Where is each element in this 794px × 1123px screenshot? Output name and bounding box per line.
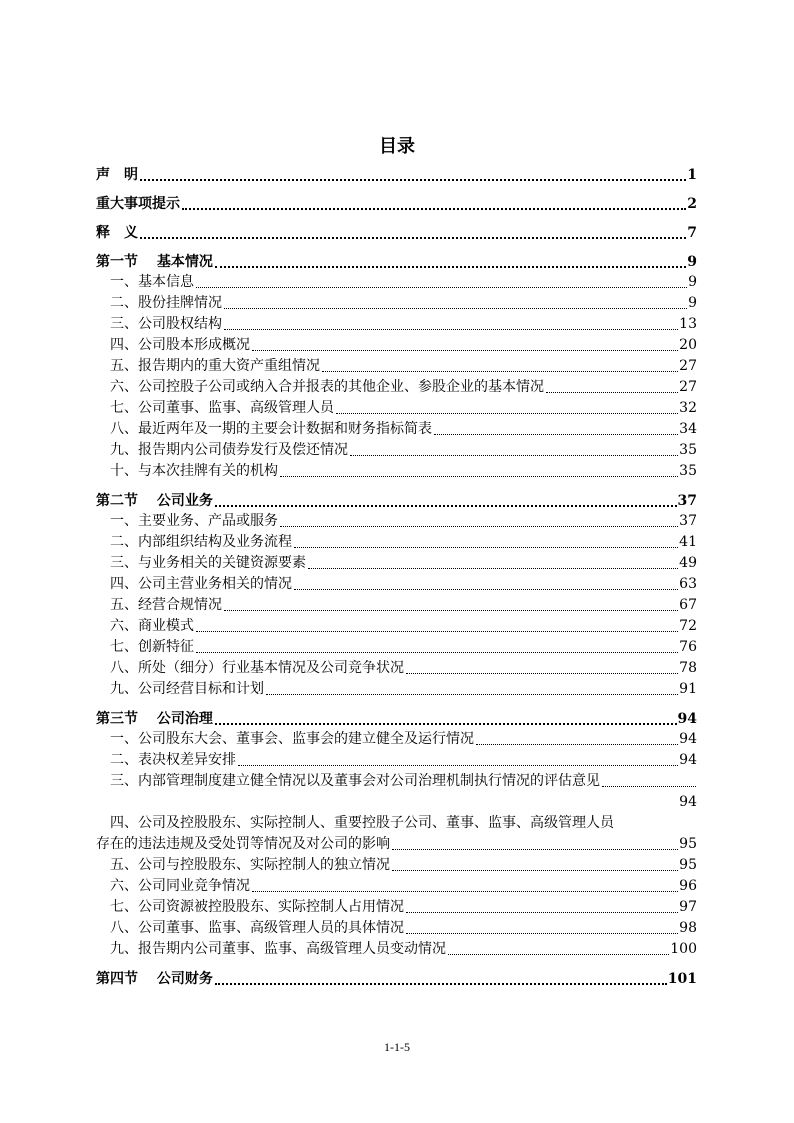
toc-page: 76 xyxy=(679,639,697,655)
toc-item[interactable] xyxy=(96,461,697,482)
toc-label: 八、公司董事、监事、高级管理人员的具体情况 xyxy=(110,920,404,936)
toc-section-3[interactable] xyxy=(96,709,697,729)
toc-page: 20 xyxy=(679,337,697,353)
toc-item[interactable] xyxy=(96,574,697,595)
toc-label: 第三节 公司治理 xyxy=(96,711,213,727)
toc-item[interactable] xyxy=(96,377,697,398)
toc-label: 四、公司股本形成概况 xyxy=(110,337,250,353)
toc-item[interactable] xyxy=(96,419,697,440)
dot-leader xyxy=(196,287,687,288)
dot-leader xyxy=(224,308,687,309)
dot-leader xyxy=(406,912,678,913)
dot-leader xyxy=(224,610,678,611)
dot-leader xyxy=(392,849,678,850)
toc-item-wrapped-line1[interactable]: 四、公司及控股股东、实际控制人、重要控股子公司、董事、监事、高级管理人员 xyxy=(110,815,614,831)
page-number-footer: 1-1-5 xyxy=(384,1040,410,1054)
toc-page: 27 xyxy=(679,379,697,395)
toc-label: 第四节 公司财务 xyxy=(96,971,213,987)
toc-section-1[interactable] xyxy=(96,252,697,272)
toc-label: 释 义 xyxy=(96,225,138,241)
dot-leader xyxy=(602,786,696,787)
toc-page: 98 xyxy=(679,920,697,936)
dot-leader xyxy=(546,392,678,393)
toc-entry-statement[interactable] xyxy=(96,165,697,185)
toc-item[interactable] xyxy=(96,335,697,356)
toc-page: 95 xyxy=(679,857,697,873)
dot-leader xyxy=(336,413,678,414)
toc-item[interactable] xyxy=(96,398,697,419)
toc-label: 存在的违法违规及受处罚等情况及对公司的影响 xyxy=(96,836,390,852)
toc-item[interactable] xyxy=(96,440,697,461)
toc-page: 78 xyxy=(679,660,697,676)
toc-label: 九、公司经营目标和计划 xyxy=(110,681,264,697)
toc-item[interactable] xyxy=(96,595,697,616)
dot-leader xyxy=(448,954,669,955)
dot-leader xyxy=(196,631,678,632)
dot-leader xyxy=(140,179,686,181)
toc-label: 六、商业模式 xyxy=(110,618,194,634)
toc-page: 1 xyxy=(687,167,697,183)
toc-label: 声 明 xyxy=(96,167,138,183)
dot-leader xyxy=(350,455,678,456)
dot-leader xyxy=(322,371,678,372)
toc-page: 34 xyxy=(679,421,697,437)
toc-page: 94 xyxy=(679,752,697,768)
toc-page: 72 xyxy=(679,618,697,634)
toc-page: 13 xyxy=(679,316,697,332)
toc-page: 7 xyxy=(687,225,697,241)
toc-page: 37 xyxy=(677,493,697,509)
toc-label: 七、创新特征 xyxy=(110,639,194,655)
toc-label: 二、内部组织结构及业务流程 xyxy=(110,534,292,550)
table-of-contents xyxy=(96,165,697,989)
dot-leader xyxy=(140,237,686,239)
dot-leader xyxy=(224,329,678,330)
toc-section-2[interactable] xyxy=(96,491,697,511)
toc-page: 94 xyxy=(679,794,697,810)
dot-leader xyxy=(196,652,678,653)
toc-page: 67 xyxy=(679,597,697,613)
toc-item[interactable] xyxy=(96,637,697,658)
toc-label: 十、与本次挂牌有关的机构 xyxy=(110,463,278,479)
toc-label: 三、公司股权结构 xyxy=(110,316,222,332)
toc-label: 五、公司与控股股东、实际控制人的独立情况 xyxy=(110,857,390,873)
dot-leader xyxy=(252,350,678,351)
toc-label: 一、主要业务、产品或服务 xyxy=(110,513,278,529)
toc-label: 二、股份挂牌情况 xyxy=(110,295,222,311)
toc-item[interactable] xyxy=(96,511,697,532)
dot-leader xyxy=(98,807,678,808)
toc-label: 七、公司资源被控股股东、实际控制人占用情况 xyxy=(110,899,404,915)
toc-label: 八、所处（细分）行业基本情况及公司竞争状况 xyxy=(110,660,404,676)
dot-leader xyxy=(215,723,677,725)
toc-label: 四、公司主营业务相关的情况 xyxy=(110,576,292,592)
toc-label: 九、报告期内公司债券发行及偿还情况 xyxy=(110,442,348,458)
toc-page: 9 xyxy=(688,274,697,290)
toc-item-continuation[interactable] xyxy=(96,792,697,813)
toc-label: 六、公司同业竞争情况 xyxy=(110,878,250,894)
dot-leader xyxy=(266,694,678,695)
toc-item[interactable] xyxy=(96,939,697,960)
toc-label: 一、基本信息 xyxy=(110,274,194,290)
toc-label: 二、表决权差异安排 xyxy=(110,752,236,768)
toc-page: 101 xyxy=(667,971,697,987)
toc-page: 94 xyxy=(677,711,697,727)
toc-page: 9 xyxy=(687,254,697,270)
toc-label: 三、与业务相关的关键资源要素 xyxy=(110,555,306,571)
toc-item[interactable] xyxy=(96,553,697,574)
toc-page: 91 xyxy=(679,681,697,697)
toc-item[interactable] xyxy=(96,834,697,855)
toc-item[interactable] xyxy=(96,876,697,897)
toc-item[interactable] xyxy=(96,855,697,876)
toc-item[interactable] xyxy=(96,293,697,314)
toc-page: 35 xyxy=(679,442,697,458)
dot-leader xyxy=(406,673,678,674)
toc-page: 96 xyxy=(679,878,697,894)
toc-label: 第一节 基本情况 xyxy=(96,254,213,270)
toc-page: 27 xyxy=(679,358,697,374)
toc-item[interactable] xyxy=(96,679,697,700)
toc-label: 重大事项提示 xyxy=(96,196,180,212)
dot-leader xyxy=(294,547,678,548)
dot-leader xyxy=(215,266,686,268)
dot-leader xyxy=(238,765,678,766)
dot-leader xyxy=(406,933,678,934)
toc-page: 32 xyxy=(679,400,697,416)
toc-page: 41 xyxy=(679,534,697,550)
toc-label: 八、最近两年及一期的主要会计数据和财务指标简表 xyxy=(110,421,432,437)
toc-page: 63 xyxy=(679,576,697,592)
toc-label: 九、报告期内公司董事、监事、高级管理人员变动情况 xyxy=(110,941,446,957)
toc-label: 三、内部管理制度建立健全情况以及董事会对公司治理机制执行情况的评估意见 xyxy=(110,773,600,789)
toc-page: 49 xyxy=(679,555,697,571)
toc-item[interactable] xyxy=(96,532,697,553)
toc-item[interactable] xyxy=(96,356,697,377)
toc-label: 第二节 公司业务 xyxy=(96,493,213,509)
toc-page: 95 xyxy=(679,836,697,852)
dot-leader xyxy=(294,589,678,590)
toc-entry-definitions[interactable] xyxy=(96,223,697,243)
toc-item[interactable] xyxy=(96,616,697,637)
toc-item[interactable] xyxy=(96,729,697,750)
toc-item[interactable] xyxy=(96,771,697,792)
toc-item[interactable] xyxy=(96,897,697,918)
page-title: 目录 xyxy=(379,136,415,157)
toc-page: 37 xyxy=(679,513,697,529)
dot-leader xyxy=(280,526,678,527)
dot-leader xyxy=(308,568,678,569)
toc-entry-major-notice[interactable] xyxy=(96,194,697,214)
toc-label: 五、报告期内的重大资产重组情况 xyxy=(110,358,320,374)
toc-label: 一、公司股东大会、董事会、监事会的建立健全及运行情况 xyxy=(110,731,474,747)
toc-item[interactable] xyxy=(96,750,697,771)
dot-leader xyxy=(215,505,677,507)
toc-label: 七、公司董事、监事、高级管理人员 xyxy=(110,400,334,416)
toc-page: 2 xyxy=(687,196,697,212)
toc-label: 六、公司控股子公司或纳入合并报表的其他企业、参股企业的基本情况 xyxy=(110,379,544,395)
dot-leader xyxy=(215,983,667,985)
toc-page: 97 xyxy=(679,899,697,915)
toc-item[interactable] xyxy=(96,918,697,939)
toc-page: 35 xyxy=(679,463,697,479)
toc-page: 9 xyxy=(688,295,697,311)
toc-item[interactable] xyxy=(96,314,697,335)
toc-section-4[interactable] xyxy=(96,969,697,989)
dot-leader xyxy=(434,434,678,435)
dot-leader xyxy=(476,744,678,745)
toc-label: 五、经营合规情况 xyxy=(110,597,222,613)
toc-item[interactable] xyxy=(96,272,697,293)
dot-leader xyxy=(392,870,678,871)
toc-item[interactable] xyxy=(96,658,697,679)
toc-page: 100 xyxy=(670,941,697,957)
dot-leader xyxy=(280,476,678,477)
toc-page: 94 xyxy=(679,731,697,747)
dot-leader xyxy=(252,891,678,892)
dot-leader xyxy=(182,208,686,210)
